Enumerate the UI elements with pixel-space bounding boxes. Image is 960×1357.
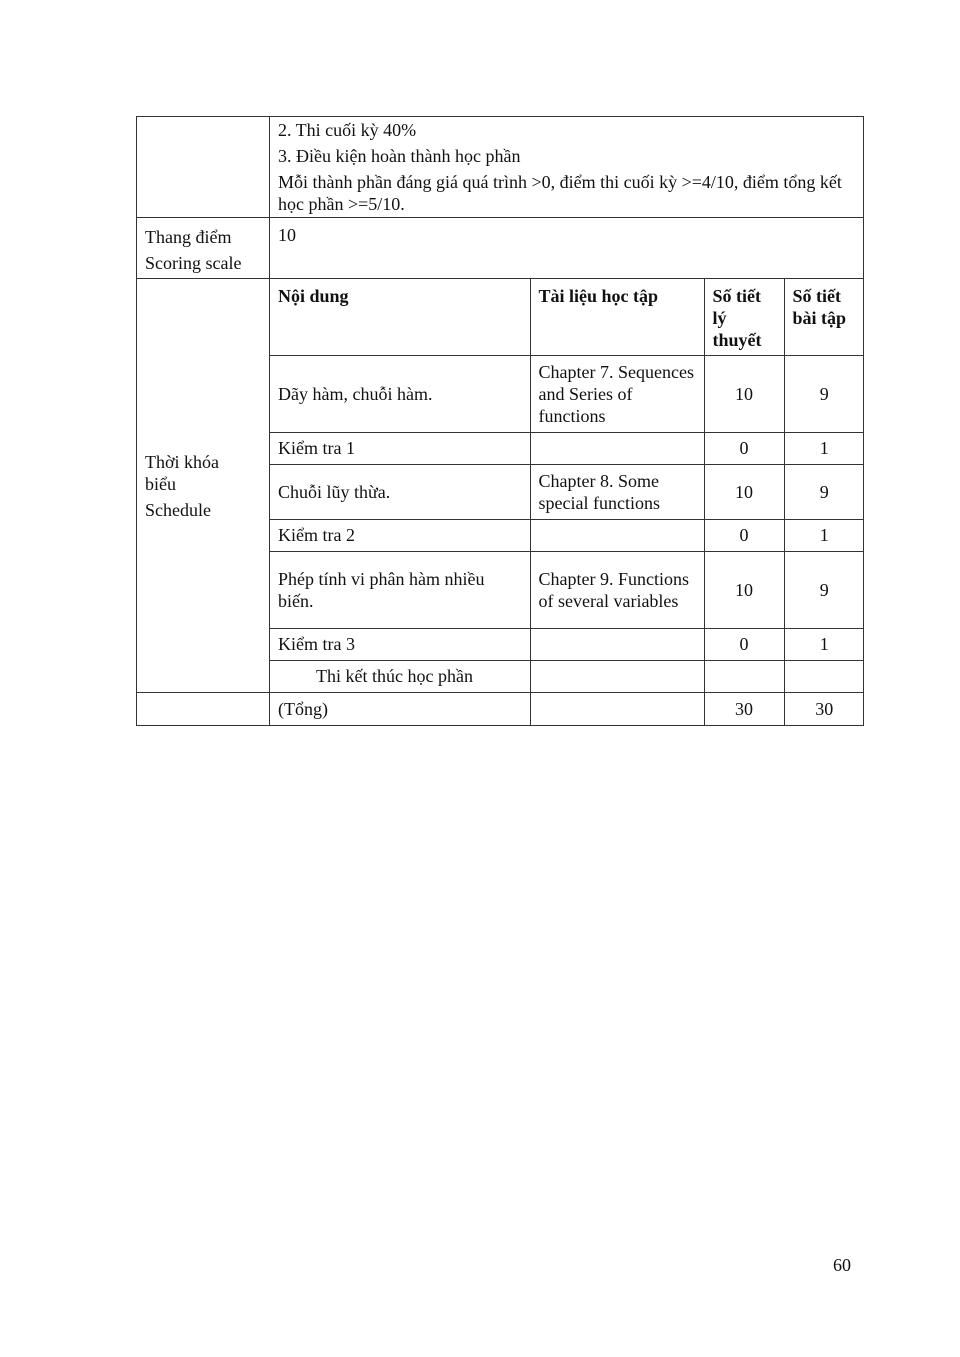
scoring-scale-row <box>137 218 864 279</box>
row-exercise: 1 <box>784 519 864 551</box>
grading-label-cell <box>137 117 270 218</box>
table-row <box>270 660 864 692</box>
table-row <box>270 432 864 464</box>
row-content: Dãy hàm, chuỗi hàm. <box>270 355 530 432</box>
schedule-label-en: Schedule <box>145 499 211 520</box>
row-theory: 10 <box>704 551 784 628</box>
row-exercise: 1 <box>784 432 864 464</box>
total-theory: 30 <box>704 693 784 725</box>
total-cell <box>270 693 864 726</box>
final-exam-weight: 2. Thi cuối kỳ 40% <box>278 120 417 140</box>
schedule-row <box>137 279 864 693</box>
row-materials: Chapter 9. Functions of several variables <box>530 551 704 628</box>
row-content: Kiểm tra 2 <box>270 519 530 551</box>
table-row <box>270 628 864 660</box>
total-row <box>137 693 864 726</box>
schedule-header-row <box>270 279 864 355</box>
row-theory: 10 <box>704 355 784 432</box>
total-exercise: 30 <box>784 693 864 725</box>
schedule-label <box>137 279 270 693</box>
row-materials <box>530 660 704 692</box>
page-number: 60 <box>833 1255 851 1275</box>
scoring-scale-label <box>137 218 270 279</box>
row-materials <box>530 628 704 660</box>
row-content: Kiểm tra 3 <box>270 628 530 660</box>
row-content: Chuỗi lũy thừa. <box>270 464 530 519</box>
row-exercise: 9 <box>784 355 864 432</box>
row-content: Phép tính vi phân hàm nhiều biến. <box>270 551 530 628</box>
row-theory: 0 <box>704 519 784 551</box>
row-theory <box>704 660 784 692</box>
row-theory: 0 <box>704 432 784 464</box>
row-content: Kiểm tra 1 <box>270 432 530 464</box>
row-exercise: 1 <box>784 628 864 660</box>
row-materials <box>530 432 704 464</box>
header-theory-hours: Số tiết lý thuyết <box>704 279 784 355</box>
total-label-cell <box>137 693 270 726</box>
row-theory: 0 <box>704 628 784 660</box>
row-exercise: 9 <box>784 464 864 519</box>
grading-row <box>137 117 864 218</box>
scoring-scale-label-vi: Thang điểm <box>145 227 232 247</box>
total-table <box>270 693 864 725</box>
schedule-table <box>270 279 864 692</box>
completion-conditions-heading: 3. Điều kiện hoàn thành học phần <box>278 146 521 166</box>
scoring-scale-value: 10 <box>270 218 864 279</box>
table-row <box>270 464 864 519</box>
schedule-label-vi: Thời khóa biểu <box>145 451 220 494</box>
scoring-scale-label-en: Scoring scale <box>145 253 242 273</box>
grading-content-cell <box>270 117 864 218</box>
header-content: Nội dung <box>270 279 530 355</box>
table-row <box>270 551 864 628</box>
row-theory: 10 <box>704 464 784 519</box>
row-materials: Chapter 8. Some special functions <box>530 464 704 519</box>
row-exercise <box>784 660 864 692</box>
table-row <box>270 693 864 725</box>
total-label: (Tổng) <box>270 693 530 725</box>
table-row <box>270 519 864 551</box>
header-materials: Tài liệu học tập <box>530 279 704 355</box>
row-content: Thi kết thúc học phần <box>270 660 530 692</box>
table-row <box>270 355 864 432</box>
total-materials <box>530 693 704 725</box>
row-exercise: 9 <box>784 551 864 628</box>
header-exercise-hours: Số tiết bài tập <box>784 279 864 355</box>
schedule-cell <box>270 279 864 693</box>
row-materials <box>530 519 704 551</box>
completion-conditions-text: Mỗi thành phần đáng giá quá trình >0, điểm thi cuối kỳ >=4/10, điểm tổng kết học phần >=5/10. <box>278 172 842 214</box>
course-info-table <box>136 116 864 726</box>
row-materials: Chapter 7. Sequences and Series of functions <box>530 355 704 432</box>
